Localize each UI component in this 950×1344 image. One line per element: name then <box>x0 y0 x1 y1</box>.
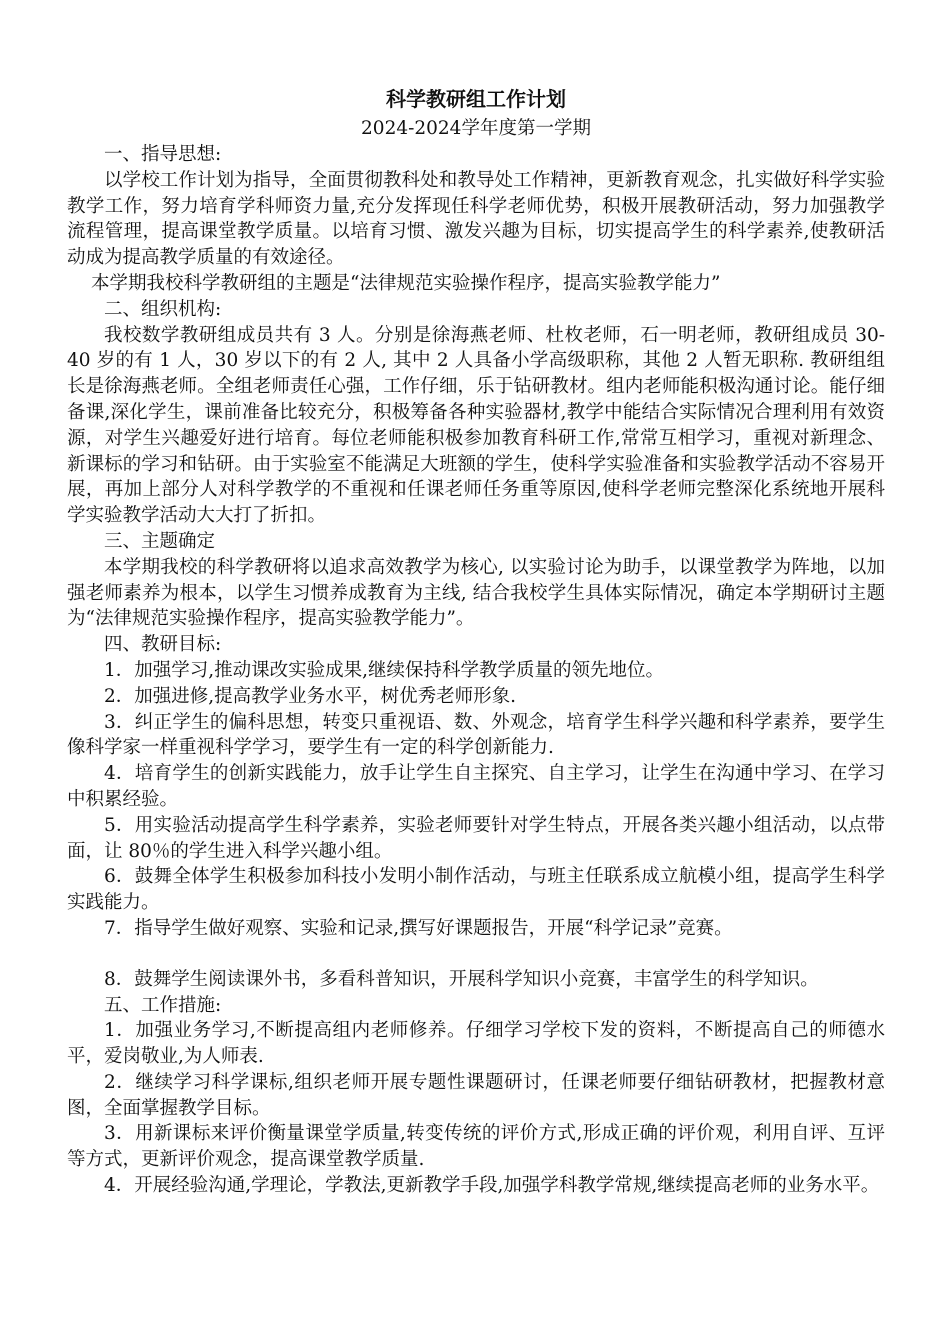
list-item: 7．指导学生做好观察、实验和记录,撰写好课题报告，开展“科学记录”竞赛。 <box>104 917 733 939</box>
section-heading: 一、指导思想: <box>104 144 222 165</box>
list-item: 4．培育学生的创新实践能力，放手让学生自主探究、自主学习，让学生在沟通中学习、在学习中积累经验。 <box>67 763 885 810</box>
list-item: 8．鼓舞学生阅读课外书，多看科普知识，开展科学知识小竞赛，丰富学生的科学知识。 <box>104 968 819 990</box>
blank-line <box>67 942 885 967</box>
list-item: 5．用实验活动提高学生科学素养，实验老师要针对学生特点，开展各类兴趣小组活动，以点带面，让 80％的学生进入科学兴趣小组。 <box>67 814 885 862</box>
list-item: 3．用新课标来评价衡量课堂学质量,转变传统的评价方式,形成正确的评价观，利用自评、互评等方式，更新评价观念，提高课堂教学质量. <box>67 1123 885 1171</box>
section-heading: 五、工作措施: <box>104 994 222 1016</box>
list-item: 1．加强学习,推动课改实验成果,继续保持科学教学质量的领先地位。 <box>104 659 665 681</box>
document-subtitle: 2024-2024学年度第一学期 <box>361 118 591 139</box>
section-heading: 四、教研目标: <box>104 634 222 656</box>
section-heading: 二、组织机构: <box>104 298 222 320</box>
paragraph: 以学校工作计划为指导，全面贯彻教科处和教导处工作精神，更新教育观念，扎实做好科学实验教学工作，努力培育学科师资力量,充分发挥现任科学老师优势，积极开展教研活动，努力加强教学流程管理，提高课堂教学质量。以培育习惯、激发兴趣为目标，切实提高学生的科学素养,使教研活动成为提高教学质量的有效途径。 <box>67 169 885 269</box>
list-item: 1．加强业务学习,不断提高组内老师修养。仔细学习学校下发的资料，不断提高自己的师德水平，爱岗敬业,为人师表. <box>67 1020 885 1068</box>
section-heading: 三、主题确定 <box>104 530 216 552</box>
list-item: 2．加强进修,提高教学业务水平，树优秀老师形象. <box>104 685 517 707</box>
document-title: 科学教研组工作计划 <box>386 87 566 111</box>
theme-statement: 本学期我校科学教研组的主题是“法律规范实验操作程序，提高实验教学能力” <box>91 272 721 294</box>
paragraph: 我校数学教研组成员共有 3 人。分别是徐海燕老师、杜枚老师，石一明老师，教研组成员 30-40 岁的有 1 人，30 岁以下的有 2 人, 其中 2 人具备小学高级职称，其他 2 人暂无职称. 教研组组长是徐海燕老师。全组老师责任心强，工作仔细，乐于钻研教材。组内老师能积极沟通讨论。能仔细备课,深化学生，课前准备比较充分，积极筹备各种实验器材,教学中能结合实际情况合理利用有效资源，对学生兴趣爱好进行培育。每位老师能积极参加教育科研工作,常常互相学习，重视对新理念、新课标的学习和钻研。由于实验室不能满足大班额的学生，使科学实验准备和实验教学活动不容易开展，再加上部分人对科学教学的不重视和任课老师任务重等原因,使科学老师完整深化系统地开展科学实验教学活动大大打了折扣。 <box>67 324 885 527</box>
list-item: 3．纠正学生的偏科思想，转变只重视语、数、外观念，培育学生科学兴趣和科学素养，要学生像科学家一样重视科学学习，要学生有一定的科学创新能力. <box>67 711 885 759</box>
document-page <box>67 84 885 1199</box>
list-item: 4．开展经验沟通,学理论，学教法,更新教学手段,加强学科教学常规,继续提高老师的业务水平。 <box>104 1175 880 1197</box>
paragraph: 本学期我校的科学教研将以追求高效教学为核心, 以实验讨论为助手，以课堂教学为阵地，以加强老师素养为根本，以学生习惯养成教育为主线, 结合我校学生具体实际情况，确定本学期研讨主题为“法律规范实验操作程序，提高实验教学能力”。 <box>67 556 885 630</box>
list-item: 6．鼓舞全体学生积极参加科技小发明小制作活动，与班主任联系成立航模小组，提高学生科学实践能力。 <box>67 866 885 914</box>
list-item: 2．继续学习科学课标,组织老师开展专题性课题研讨，任课老师要仔细钻研教材，把握教材意图，全面掌握教学目标。 <box>67 1071 885 1119</box>
